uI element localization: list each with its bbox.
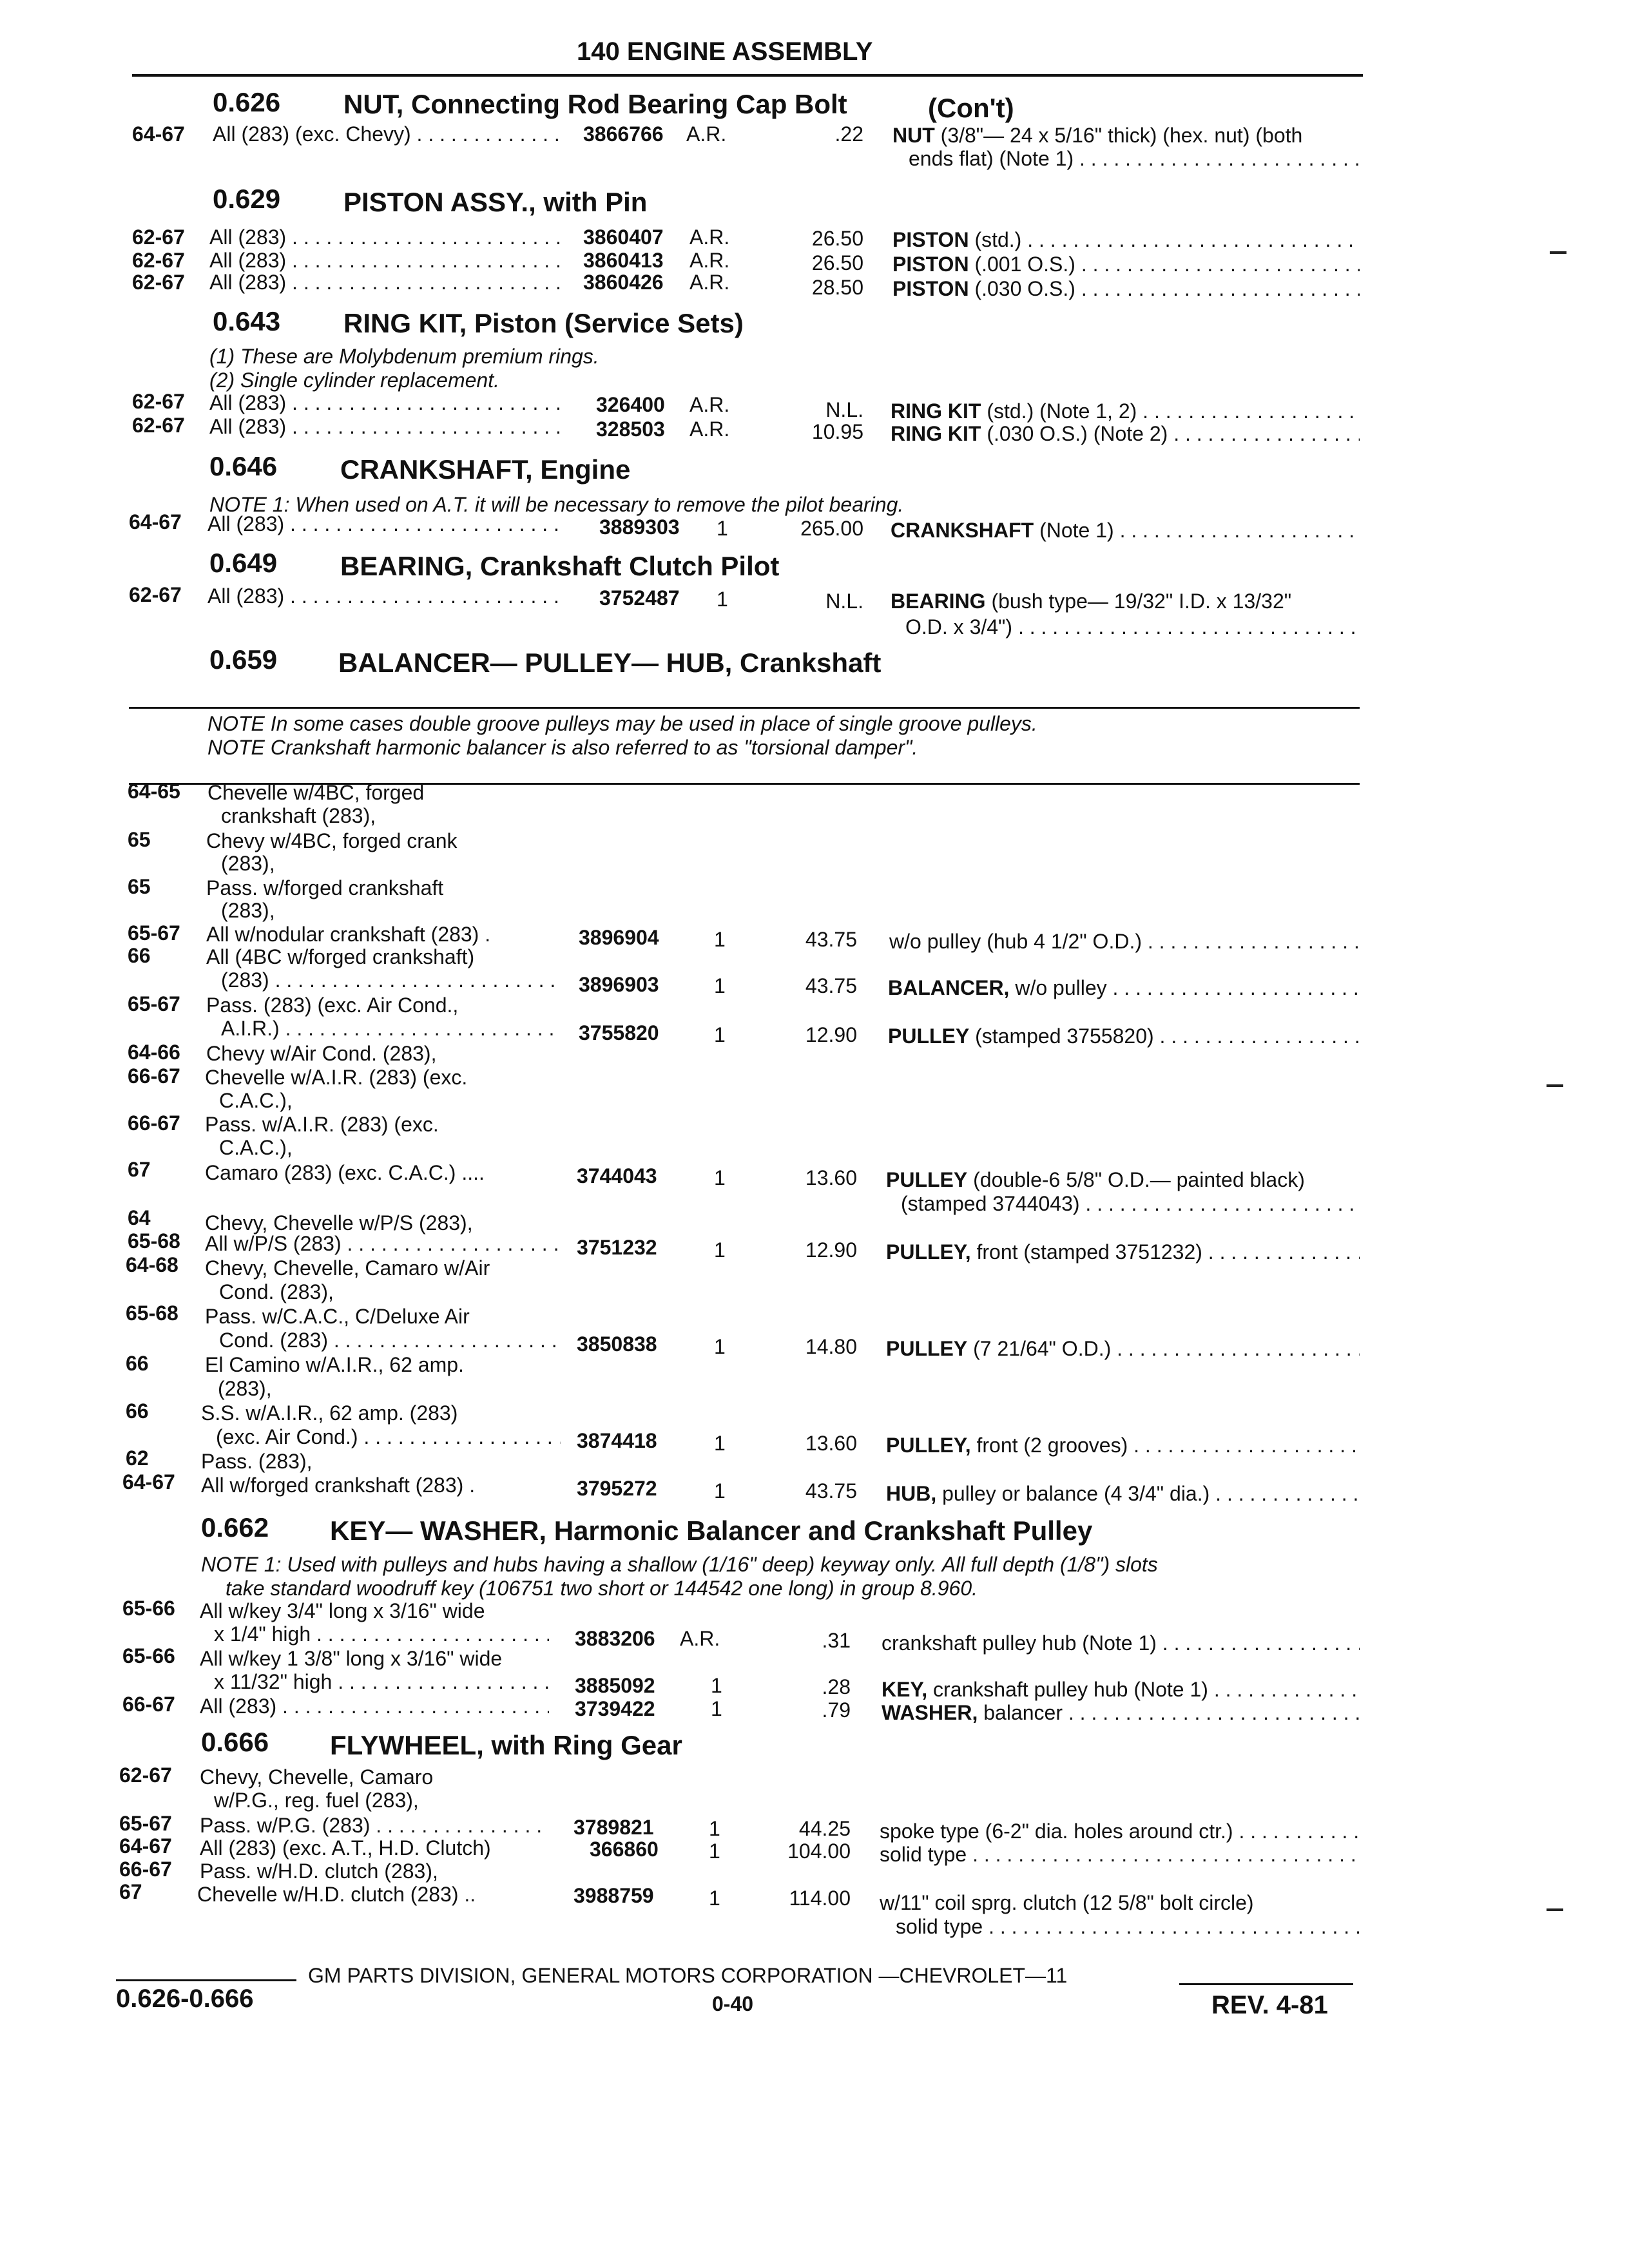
page-heading: 140 ENGINE ASSEMBLY — [577, 37, 873, 66]
year: 64-65 — [128, 780, 180, 803]
application: S.S. w/A.I.R., 62 amp. (283) — [201, 1401, 458, 1425]
application: All (283) . . . — [207, 512, 561, 535]
application: All (283) . . . — [209, 249, 561, 272]
note: (1) These are Molybdenum premium rings. — [209, 345, 599, 368]
application: All (283) . . . — [209, 226, 561, 249]
part-number: 3860413 — [583, 249, 664, 272]
part-number: 328503 — [596, 418, 665, 441]
quantity: 1 — [709, 1817, 720, 1840]
section-title-0649: BEARING, Crankshaft Clutch Pilot — [340, 551, 780, 581]
section-code-0649: 0.649 — [209, 548, 278, 578]
price: .31 — [822, 1629, 851, 1652]
quantity: A.R. — [689, 271, 730, 294]
quantity: 1 — [714, 1238, 726, 1262]
margin-mark — [1550, 251, 1566, 254]
application: Pass. w/H.D. clutch (283), — [200, 1860, 438, 1883]
quantity: 1 — [709, 1887, 720, 1910]
application: All w/forged crankshaft (283) . — [201, 1474, 476, 1497]
description: PISTON (.001 O.S.) . . . — [892, 253, 1360, 276]
part-number: 326400 — [596, 393, 665, 416]
quantity: 1 — [714, 1166, 726, 1189]
description: BALANCER, w/o pulley . . . — [888, 976, 1360, 999]
footer-rule-right — [1179, 1983, 1353, 1985]
price: 44.25 — [798, 1817, 851, 1840]
year: 64-67 — [132, 122, 185, 146]
note: take standard woodruff key (106751 two short or 144542 one long) in group 8.960. — [226, 1577, 978, 1600]
quantity: A.R. — [686, 122, 727, 146]
section-code-0662: 0.662 — [201, 1512, 269, 1542]
application: Pass. w/C.A.C., C/Deluxe Air — [205, 1305, 470, 1328]
application: All (283) (exc. Chevy) . . . — [213, 122, 561, 146]
quantity: 1 — [714, 1479, 726, 1503]
price: .22 — [834, 122, 863, 146]
year: 62-67 — [132, 271, 185, 294]
description-cont: (stamped 3744043) . . . — [901, 1192, 1360, 1215]
price: .28 — [822, 1675, 851, 1698]
section-cont-0626: (Con't) — [928, 93, 1014, 123]
price: 12.90 — [805, 1238, 857, 1262]
part-number: 3988759 — [574, 1884, 654, 1907]
year: 66-67 — [119, 1858, 172, 1881]
year: 65-67 — [128, 992, 180, 1015]
application: Chevy w/Air Cond. (283), — [206, 1042, 437, 1065]
quantity: 1 — [714, 928, 726, 951]
description: RING KIT (std.) (Note 1, 2) . . . — [891, 399, 1360, 423]
part-number: 3755820 — [579, 1021, 659, 1044]
application: All w/P/S (283) . . . — [205, 1232, 561, 1255]
price: 13.60 — [805, 1432, 857, 1455]
note: NOTE Crankshaft harmonic balancer is also referred to as "torsional damper". — [207, 736, 918, 759]
footer-rule-left — [116, 1979, 296, 1981]
description: HUB, pulley or balance (4 3/4" dia.) . . . — [886, 1482, 1360, 1505]
year: 64-67 — [129, 510, 182, 533]
application: All (283) . . . — [209, 415, 561, 438]
part-number: 3789821 — [574, 1816, 654, 1839]
part-number: 3866766 — [583, 122, 664, 146]
quantity: 1 — [717, 517, 728, 540]
application: Chevy, Chevelle w/P/S (283), — [205, 1211, 473, 1235]
description: NUT (3/8"— 24 x 5/16" thick) (hex. nut) (both — [892, 124, 1303, 147]
note: NOTE 1: When used on A.T. it will be necessary to remove the pilot bearing. — [209, 493, 904, 516]
quantity: 1 — [714, 1432, 726, 1455]
part-number: 3751232 — [577, 1236, 657, 1259]
year: 62-67 — [132, 226, 185, 249]
description: CRANKSHAFT (Note 1) . . . — [891, 519, 1360, 542]
part-number: 3739422 — [575, 1697, 655, 1720]
application: All (283) . . . — [200, 1695, 549, 1718]
quantity: 1 — [711, 1697, 722, 1720]
note: NOTE 1: Used with pulleys and hubs having a shallow (1/16" deep) keyway only. All full depth (1/8") slots — [201, 1553, 1158, 1576]
year: 67 — [119, 1880, 142, 1903]
quantity: A.R. — [689, 226, 730, 249]
part-number: 3744043 — [577, 1164, 657, 1187]
year: 66 — [126, 1352, 149, 1375]
year: 62-67 — [119, 1763, 172, 1787]
year: 65-68 — [128, 1229, 180, 1253]
description: w/11" coil sprg. clutch (12 5/8" bolt circle) — [880, 1891, 1254, 1914]
part-number: 3896903 — [579, 973, 659, 996]
year: 64-67 — [119, 1834, 172, 1858]
section-code-0629: 0.629 — [213, 184, 281, 214]
quantity: A.R. — [689, 418, 730, 441]
note: NOTE In some cases double groove pulleys may be used in place of single groove pulleys. — [207, 712, 1037, 735]
year: 66 — [128, 944, 151, 967]
price: .79 — [822, 1698, 851, 1722]
section-header-0626: 0.626 — [213, 87, 281, 117]
description: RING KIT (.030 O.S.) (Note 2) . . . — [891, 422, 1360, 445]
application-cont: crankshaft (283), — [221, 804, 376, 827]
application: Pass. w/A.I.R. (283) (exc. — [205, 1113, 439, 1136]
quantity: 1 — [714, 1335, 726, 1358]
description: solid type . . . — [880, 1843, 1360, 1866]
application: Pass. w/forged crankshaft — [206, 876, 444, 899]
price: 43.75 — [805, 1479, 857, 1503]
description-cont: ends flat) (Note 1) . . . — [909, 147, 1360, 170]
year: 65-66 — [122, 1597, 175, 1620]
year: 62-67 — [129, 583, 182, 606]
part-number: 3889303 — [599, 515, 680, 539]
price: N.L. — [825, 398, 863, 421]
application: Camaro (283) (exc. C.A.C.) .... — [205, 1161, 485, 1184]
year: 65-67 — [128, 921, 180, 945]
application-cont: A.I.R.) . . . — [221, 1017, 561, 1040]
part-number: 3860407 — [583, 226, 664, 249]
application: Chevelle w/H.D. clutch (283) .. — [197, 1883, 476, 1906]
year: 66-67 — [128, 1064, 180, 1088]
description: crankshaft pulley hub (Note 1) . . . — [882, 1631, 1360, 1655]
application-cont: x 1/4" high . . . — [214, 1622, 549, 1646]
part-number: 3850838 — [577, 1332, 657, 1356]
price: 14.80 — [805, 1335, 857, 1358]
section-title-0662: KEY— WASHER, Harmonic Balancer and Crankshaft Pulley — [330, 1515, 1093, 1546]
year: 64 — [128, 1206, 151, 1229]
margin-mark — [1547, 1908, 1563, 1911]
section-code-0659: 0.659 — [209, 644, 278, 675]
application-cont: x 11/32" high . . . — [214, 1670, 549, 1693]
application: Pass. w/P.G. (283) . . . — [200, 1814, 549, 1837]
footer-page-number: 0-40 — [712, 1992, 754, 2015]
application-cont: (283), — [221, 899, 275, 922]
application-cont: (283) . . . — [221, 968, 561, 992]
application-cont: Cond. (283), — [219, 1280, 334, 1303]
application: All w/nodular crankshaft (283) . — [206, 923, 491, 946]
description: BEARING (bush type— 19/32" I.D. x 13/32" — [891, 590, 1292, 613]
year: 65-67 — [119, 1812, 172, 1835]
description-cont: O.D. x 3/4") . . . — [905, 615, 1360, 639]
year: 65 — [128, 875, 151, 898]
note: (2) Single cylinder replacement. — [209, 369, 499, 392]
description: WASHER, balancer . . . — [882, 1701, 1360, 1724]
year: 66-67 — [128, 1111, 180, 1135]
description: PULLEY, front (2 grooves) . . . — [886, 1434, 1360, 1457]
quantity: A.R. — [680, 1627, 720, 1650]
quantity: 1 — [711, 1674, 722, 1697]
price: N.L. — [825, 590, 863, 613]
quantity: A.R. — [689, 393, 730, 416]
description: PULLEY (stamped 3755820) . . . — [888, 1024, 1360, 1048]
price: 26.50 — [811, 251, 863, 274]
price: 43.75 — [805, 974, 857, 997]
footer-publisher: GM PARTS DIVISION, GENERAL MOTORS CORPORATION —CHEVROLET—11 — [308, 1964, 1068, 1987]
price: 43.75 — [805, 928, 857, 951]
year: 67 — [128, 1158, 151, 1181]
description: w/o pulley (hub 4 1/2" O.D.) . . . — [889, 930, 1360, 953]
quantity: 1 — [714, 974, 726, 997]
description-cont: solid type . . . — [896, 1915, 1360, 1938]
section-title-0643: RING KIT, Piston (Service Sets) — [343, 308, 744, 338]
application-cont: C.A.C.), — [219, 1089, 293, 1112]
description: spoke type (6-2" dia. holes around ctr.) . . . — [880, 1820, 1360, 1843]
section-code-0666: 0.666 — [201, 1727, 269, 1757]
description: PISTON (std.) . . . — [892, 228, 1360, 251]
part-number: 3885092 — [575, 1674, 655, 1697]
application: All (283) . . . — [209, 391, 561, 414]
section-title-0646: CRANKSHAFT, Engine — [340, 454, 631, 485]
year: 64-66 — [128, 1041, 180, 1064]
footer-range: 0.626-0.666 — [116, 1984, 254, 2013]
year: 62 — [126, 1446, 149, 1470]
price: 12.90 — [805, 1023, 857, 1046]
application-cont: C.A.C.), — [219, 1136, 293, 1159]
application: Chevy, Chevelle, Camaro — [200, 1765, 434, 1789]
year: 64-68 — [126, 1253, 178, 1276]
part-number: 366860 — [590, 1838, 659, 1861]
quantity: A.R. — [689, 249, 730, 272]
application-cont: (283), — [218, 1377, 272, 1400]
application: All w/key 3/4" long x 3/16" wide — [200, 1599, 485, 1622]
application: Pass. (283), — [201, 1450, 313, 1473]
year: 65 — [128, 828, 151, 851]
description: PISTON (.030 O.S.) . . . — [892, 277, 1360, 300]
year: 62-67 — [132, 414, 185, 437]
application: All w/key 1 3/8" long x 3/16" wide — [200, 1647, 503, 1670]
price: 265.00 — [800, 517, 863, 540]
application: All (283) (exc. A.T., H.D. Clutch) — [200, 1836, 491, 1860]
year: 66 — [126, 1399, 149, 1423]
price: 104.00 — [787, 1840, 851, 1863]
part-number: 3860426 — [583, 271, 664, 294]
part-number: 3874418 — [577, 1429, 657, 1452]
application-cont: Cond. (283) . . . — [219, 1329, 561, 1352]
part-number: 3752487 — [599, 586, 680, 610]
description: PULLEY (double-6 5/8" O.D.— painted black) — [886, 1168, 1305, 1191]
application-cont: (exc. Air Cond.) . . . — [216, 1425, 561, 1448]
margin-mark — [1547, 1084, 1563, 1087]
note-rule-top — [129, 707, 1360, 709]
section-code-0646: 0.646 — [209, 451, 278, 481]
application: All (283) . . . — [209, 271, 561, 294]
application: All (4BC w/forged crankshaft) — [206, 945, 475, 968]
application: All (283) . . . — [207, 584, 561, 608]
application: Chevy w/4BC, forged crank — [206, 829, 458, 852]
section-title-0666: FLYWHEEL, with Ring Gear — [330, 1730, 682, 1760]
application: Chevy, Chevelle, Camaro w/Air — [205, 1256, 490, 1280]
application: Chevelle w/A.I.R. (283) (exc. — [205, 1066, 468, 1089]
price: 28.50 — [811, 276, 863, 299]
price: 10.95 — [811, 420, 863, 443]
application: Pass. (283) (exc. Air Cond., — [206, 994, 459, 1017]
part-number: 3795272 — [577, 1477, 657, 1500]
footer-revision: REV. 4-81 — [1211, 1991, 1328, 2019]
price: 13.60 — [805, 1166, 857, 1189]
year: 62-67 — [132, 390, 185, 413]
quantity: 1 — [714, 1023, 726, 1046]
application: El Camino w/A.I.R., 62 amp. — [205, 1353, 464, 1376]
quantity: 1 — [709, 1840, 720, 1863]
price: 114.00 — [789, 1887, 851, 1910]
year: 64-67 — [122, 1470, 175, 1494]
year: 62-67 — [132, 249, 185, 272]
section-code-0643: 0.643 — [213, 306, 281, 336]
section-title-0629: PISTON ASSY., with Pin — [343, 187, 648, 217]
description: PULLEY (7 21/64" O.D.) . . . — [886, 1337, 1360, 1360]
year: 65-66 — [122, 1644, 175, 1667]
description: PULLEY, front (stamped 3751232) . . . — [886, 1240, 1360, 1264]
description: KEY, crankshaft pulley hub (Note 1) . . . — [882, 1678, 1360, 1701]
price: 26.50 — [811, 227, 863, 250]
application-cont: w/P.G., reg. fuel (283), — [214, 1789, 419, 1812]
quantity: 1 — [717, 588, 728, 611]
section-title-0626: NUT, Connecting Rod Bearing Cap Bolt — [343, 89, 847, 119]
section-title-0659: BALANCER— PULLEY— HUB, Crankshaft — [338, 648, 882, 678]
year: 65-68 — [126, 1302, 178, 1325]
application: Chevelle w/4BC, forged — [207, 781, 425, 804]
part-number: 3896904 — [579, 926, 659, 949]
application-cont: (283), — [221, 852, 275, 875]
heading-rule — [132, 74, 1363, 77]
year: 66-67 — [122, 1693, 175, 1716]
part-number: 3883206 — [575, 1627, 655, 1650]
